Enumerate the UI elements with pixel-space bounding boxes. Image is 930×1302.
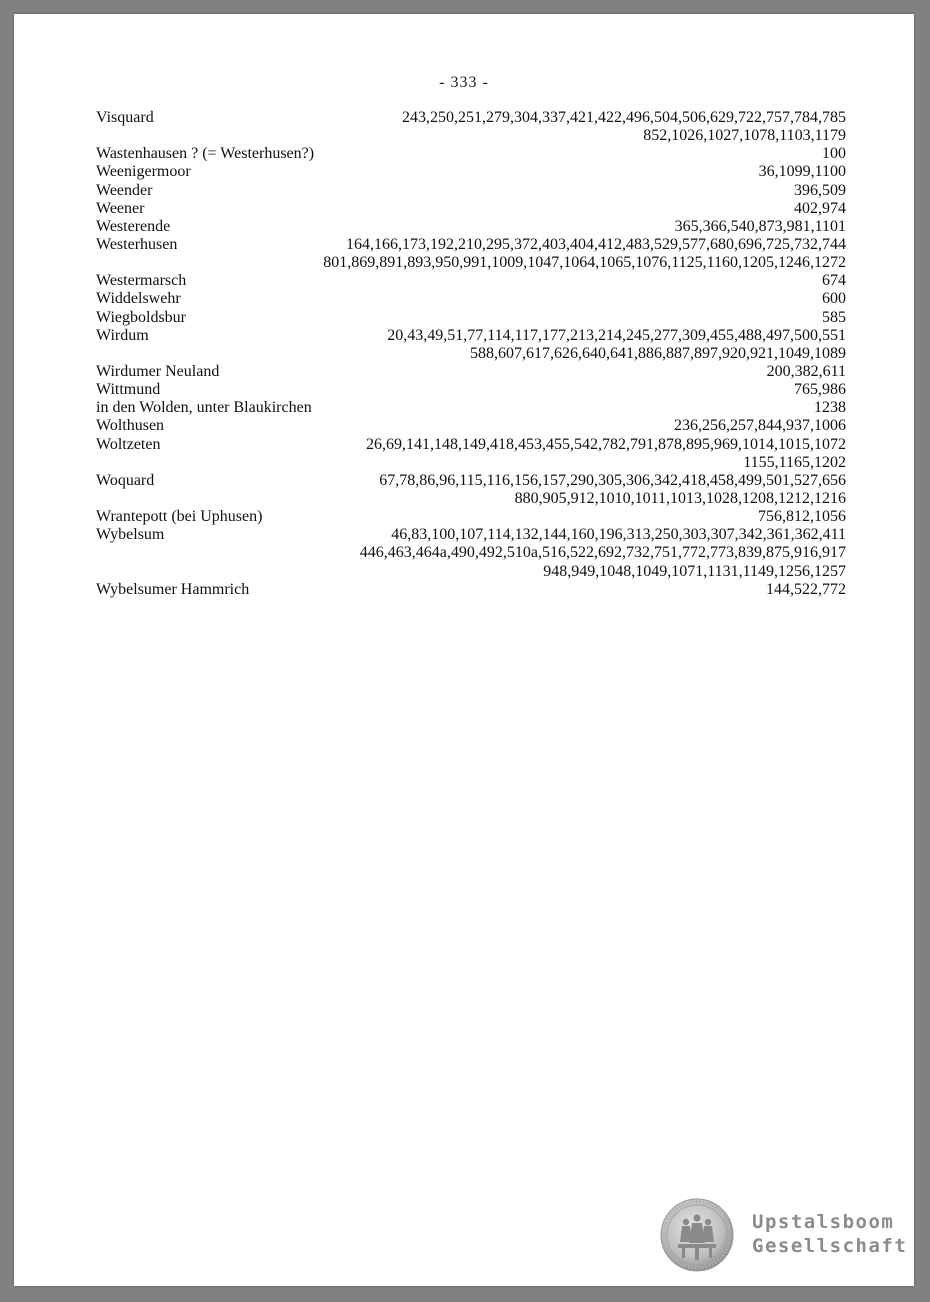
index-entry [96,109,846,145]
page-references: 236,256,257,844,937,1006 [674,417,846,435]
place-name: in den Wolden, unter Blaukirchen [96,399,312,417]
index-entry [96,309,846,327]
index-entry [96,399,846,417]
index-entry [96,218,846,236]
place-name: Woltzeten [96,435,161,453]
page-references: 585 [822,308,846,326]
page-references: 100 [822,145,846,163]
page-references: 67,78,86,96,115,116,156,157,290,305,306,342,418,458,499,501,527,656 [379,471,846,489]
page-number: - 333 - [439,74,489,91]
document-page [14,14,914,1286]
seal-icon [660,1198,734,1272]
place-name: Westerende [96,217,171,235]
page-references: 756,812,1056 [758,508,846,526]
page-references: 948,949,1048,1049,1071,1131,1149,1256,1257 [543,562,846,580]
place-name: Westerhusen [96,235,178,253]
page-references: 880,905,912,1010,1011,1013,1028,1208,1212,1216 [514,489,846,507]
index-entry [96,327,846,363]
page-references: 144,522,772 [766,580,846,598]
place-name: Visquard [96,109,154,126]
place-name: Wiegboldsbur [96,308,187,326]
index-entry [96,363,846,381]
index-entry [96,381,846,399]
index-entry [96,472,846,508]
page-references: 36,1099,1100 [758,163,846,181]
page-references: 365,366,540,873,981,1101 [674,217,846,235]
place-name: Wastenhausen ? (= Westerhusen?) [96,145,315,163]
place-name: Wybelsum [96,526,165,544]
place-name: Weender [96,181,153,199]
index-entry [96,436,846,472]
index-entry [96,581,846,599]
page-references: 164,166,173,192,210,295,372,403,404,412,483,529,577,680,696,725,732,744 [346,235,846,253]
place-name: Wybelsumer Hammrich [96,580,250,598]
page-references: 46,83,100,107,114,132,144,160,196,313,250,303,307,342,361,362,411 [391,526,846,544]
logo-line-2: Gesellschaft [752,1235,908,1257]
page-references: 600 [822,290,846,308]
page-references: 402,974 [794,199,846,217]
place-name: Weenigermoor [96,163,191,181]
page-references: 26,69,141,148,149,418,453,455,542,782,791,878,895,969,1014,1015,1072 [366,435,846,453]
page-references: 765,986 [794,381,846,399]
index-entry [96,526,846,580]
page-references: 1238 [814,399,846,417]
page-references: 801,869,891,893,950,991,1009,1047,1064,1065,1076,1125,1160,1205,1246,1272 [323,254,846,272]
place-name: Westermarsch [96,272,187,290]
place-name: Wirdum [96,326,149,344]
place-name: Weener [96,199,145,217]
logo-line-1: Upstalsboom [752,1211,895,1233]
upstalsboom-logo [660,1198,910,1274]
page-references: 852,1026,1027,1078,1103,1179 [643,127,846,145]
place-name: Widdelswehr [96,290,181,308]
index-entry [96,272,846,290]
place-name: Wittmund [96,381,161,399]
place-name: Wirdumer Neuland [96,362,220,380]
page-references: 243,250,251,279,304,337,421,422,496,504,506,629,722,757,784,785 [402,109,846,126]
place-name: Wolthusen [96,417,165,435]
index-entry [96,163,846,181]
place-index-list [96,109,846,599]
index-entry [96,145,846,163]
page-references: 396,509 [794,181,846,199]
index-entry [96,182,846,200]
page-references: 1155,1165,1202 [743,453,846,471]
index-entry [96,236,846,272]
index-entry [96,200,846,218]
index-entry [96,508,846,526]
logo-wordmark [752,1210,907,1258]
index-entry [96,290,846,308]
page-references: 20,43,49,51,77,114,117,177,213,214,245,277,309,455,488,497,500,551 [387,326,846,344]
page-references: 446,463,464a,490,492,510a,516,522,692,732,751,772,773,839,875,916,917 [359,544,846,562]
page-references: 588,607,617,626,640,641,886,887,897,920,921,1049,1089 [470,344,846,362]
index-entry [96,417,846,435]
page-references: 200,382,611 [766,362,846,380]
page-references: 674 [822,272,846,290]
place-name: Woquard [96,471,155,489]
place-name: Wrantepott (bei Uphusen) [96,508,263,526]
